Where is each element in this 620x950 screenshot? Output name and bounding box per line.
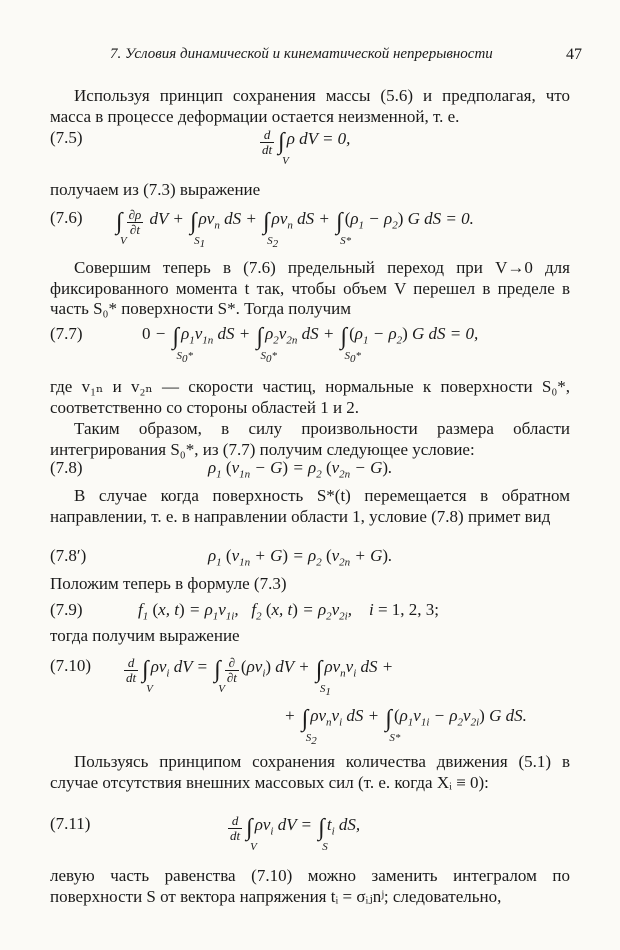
running-header bbox=[110, 46, 582, 68]
page-number: 47 bbox=[566, 46, 582, 63]
equation-body: $\frac{d}{dt}$ ∫ V ρ dV = 0, bbox=[262, 127, 351, 167]
equation-body: $f_1$ (x, $t) = \rho_1v_{1i}$, $f_2$ (x, $t) = \rho_2v_{2i}$, i = 1, 2, 3; bbox=[138, 600, 440, 623]
equation-7-10 bbox=[50, 656, 572, 706]
equation-number: (7.6) bbox=[50, 208, 83, 227]
equation-body: 0 − ∫ $S_0*$ $\rho_1v_{1n}$ dS + ∫ $S_0*$ $\rho_2v_{2n}$ dS + ∫ $S_0*$ $(\rho_1 - \rho_2)$ G dS = 0, bbox=[142, 324, 479, 366]
paragraph-10: левую часть равенства (7.10) можно заменить интегралом по поверхности S от вектора напряжения tᵢ = σᵢⱼnʲ; следовательно, bbox=[50, 866, 570, 906]
paragraph-1: Используя принцип сохранения массы (5.6) и предполагая, что масса в процессе деформации остается неизменной, т. е. bbox=[50, 86, 570, 126]
equation-body: ∫ V $\frac{\partial\rho}{\partial t}$ dV + ∫ $S_1$ $\rho v_n$ dS + ∫ $S_2$ $\rho v_n$ dS + ∫ S* $(\rho_1 - \rho_2)$ G dS = 0. bbox=[116, 207, 474, 251]
equation-7-6 bbox=[50, 208, 572, 258]
equation-7-5 bbox=[50, 128, 572, 178]
equation-number: (7.8) bbox=[50, 458, 83, 477]
paragraph-8: тогда получим выражение bbox=[50, 626, 240, 645]
equation-body: + ∫ $S_2$ $\rho v_nv_i$ dS + ∫ S* $(\rho_1v_{1i} - \rho_2v_{2i})$ G dS. bbox=[284, 706, 527, 748]
equation-7-10-continued bbox=[50, 706, 572, 756]
equation-7-8 bbox=[50, 458, 572, 484]
equation-7-9 bbox=[50, 600, 572, 626]
equation-7-7 bbox=[50, 324, 572, 374]
equation-number: (7.8′) bbox=[50, 546, 87, 565]
equation-body: $\frac{d}{dt}$ ∫ V $\rho v_i$ dV = ∫ V $\frac{\partial}{\partial t}$ $(\rho v_i)$ dV + ∫ $S_1$ $\rho v_nv_i$ dS + bbox=[126, 655, 394, 699]
chapter-title: 7. Условия динамической и кинематической непрерывности bbox=[110, 46, 493, 62]
equation-number: (7.9) bbox=[50, 600, 83, 619]
equation-number: (7.7) bbox=[50, 324, 83, 343]
paragraph-2: получаем из (7.3) выражение bbox=[50, 180, 261, 199]
equation-body: $\rho_1$ $(v_{1n} - G) = \rho_2$ $(v_{2n} - G)$. bbox=[208, 458, 393, 481]
equation-number: (7.5) bbox=[50, 128, 83, 147]
equation-body: $\rho_1$ $(v_{1n} + G) = \rho_2$ $(v_{2n} + G)$. bbox=[208, 546, 393, 569]
equation-number: (7.10) bbox=[50, 656, 92, 675]
equation-number: (7.11) bbox=[50, 814, 91, 833]
paragraph-7: Положим теперь в формуле (7.3) bbox=[50, 574, 287, 593]
equation-body: $\frac{d}{dt}$ ∫ V $\rho v_i$ dV = ∫ S $t_i$ dS, bbox=[230, 813, 361, 853]
paragraph-3: Совершим теперь в (7.6) предельный переход при V→0 для фиксированного момента t так, чтобы объем V перешел в пределе в часть S₀* поверхности S*. Тогда получим bbox=[50, 258, 570, 318]
paragraph-9: Пользуясь принципом сохранения количества движения (5.1) в случае отсутствия внешних массовых сил (т. е. когда Xᵢ ≡ 0): bbox=[50, 752, 570, 792]
paragraph-4: где v₁ₙ и v₂ₙ — скорости частиц, нормальные к поверхности S₀*, соответственно со стороны областей 1 и 2. bbox=[50, 377, 570, 417]
paragraph-5: Таким образом, в силу произвольности размера области интегрирования S₀*, из (7.7) получим следующее условие: bbox=[50, 419, 570, 459]
equation-7-11 bbox=[50, 814, 572, 864]
paragraph-6: В случае когда поверхность S*(t) перемещается в обратном направлении, т. е. в направлении области 1, условие (7.8) примет вид bbox=[50, 486, 570, 526]
equation-7-8-prime bbox=[50, 546, 572, 572]
